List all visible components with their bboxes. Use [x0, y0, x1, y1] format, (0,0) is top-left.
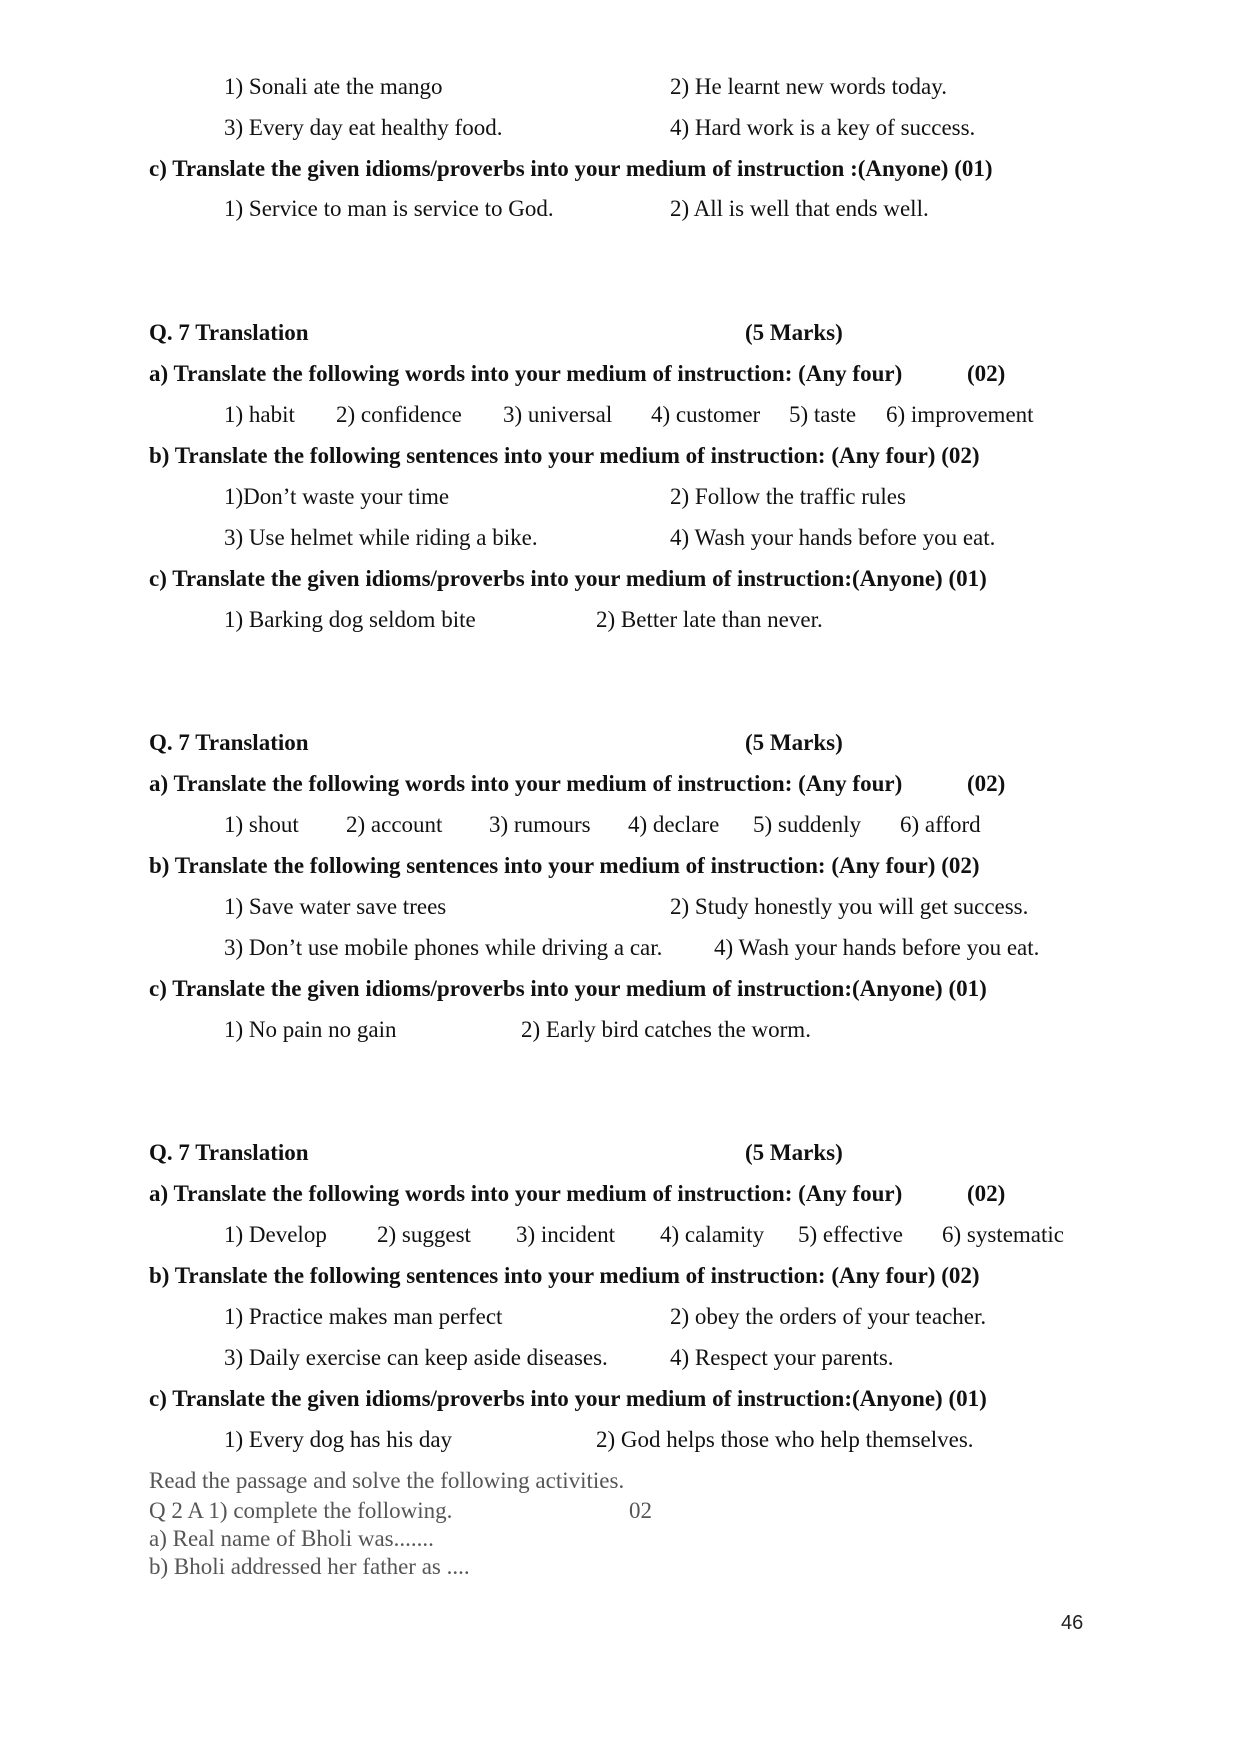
section-2-a-marks: (02) [967, 771, 1006, 796]
section-1-sentence-2: 2) Follow the traffic rules [670, 484, 906, 509]
section-3-word-3: 3) incident [516, 1222, 615, 1247]
top-item-2: 2) He learnt new words today. [670, 74, 947, 99]
section-2-word-6: 6) afford [900, 812, 981, 837]
section-2-word-4: 4) declare [628, 812, 720, 837]
section-2-sentence-2: 2) Study honestly you will get success. [670, 894, 1029, 919]
section-2-b-heading: b) Translate the following sentences into your medium of instruction: (Any four) (02) [149, 853, 980, 878]
section-1-c-heading: c) Translate the given idioms/proverbs into your medium of instruction:(Anyone) (01) [149, 566, 987, 591]
section-2-sentence-4: 4) Wash your hands before you eat. [714, 935, 1040, 960]
section-1-word-4: 4) customer [651, 402, 761, 427]
section-2-sentence-1: 1) Save water save trees [224, 894, 447, 919]
section-2-marks: (5 Marks) [745, 730, 843, 755]
section-2-word-5: 5) suddenly [753, 812, 861, 837]
top-item-3: 3) Every day eat healthy food. [224, 115, 503, 140]
section-2-sentence-3: 3) Don’t use mobile phones while driving a car. [224, 935, 663, 960]
page-number: 46 [1061, 1612, 1084, 1634]
section-1-a-marks: (02) [967, 361, 1006, 386]
passage-question: Q 2 A 1) complete the following. [149, 1498, 453, 1523]
section-3-word-6: 6) systematic [942, 1222, 1064, 1247]
section-3-marks: (5 Marks) [745, 1140, 843, 1165]
section-2-idiom-1: 1) No pain no gain [224, 1017, 397, 1042]
section-2-a-heading: a) Translate the following words into your medium of instruction: (Any four) [149, 771, 903, 796]
section-3-word-1: 1) Develop [224, 1222, 327, 1247]
section-3-a-heading: a) Translate the following words into your medium of instruction: (Any four) [149, 1181, 903, 1206]
section-3-idiom-2: 2) God helps those who help themselves. [596, 1427, 974, 1452]
section-1-word-2: 2) confidence [336, 402, 462, 427]
top-idiom-2: 2) All is well that ends well. [670, 196, 929, 221]
top-c-heading: c) Translate the given idioms/proverbs into your medium of instruction :(Anyone) (01) [149, 156, 993, 181]
passage-marks: 02 [629, 1498, 652, 1523]
section-3-a-marks: (02) [967, 1181, 1006, 1206]
section-3-word-4: 4) calamity [660, 1222, 765, 1247]
section-1-a-heading: a) Translate the following words into your medium of instruction: (Any four) [149, 361, 903, 386]
section-3-sentence-2: 2) obey the orders of your teacher. [670, 1304, 987, 1329]
section-1-title: Q. 7 Translation [149, 320, 309, 345]
section-3-sentence-1: 1) Practice makes man perfect [224, 1304, 503, 1329]
section-1-word-5: 5) taste [789, 402, 857, 427]
section-1-idiom-1: 1) Barking dog seldom bite [224, 607, 476, 632]
section-2-word-2: 2) account [346, 812, 443, 837]
top-item-4: 4) Hard work is a key of success. [670, 115, 976, 140]
section-3-word-2: 2) suggest [377, 1222, 471, 1247]
section-3-b-heading: b) Translate the following sentences into your medium of instruction: (Any four) (02) [149, 1263, 980, 1288]
section-3-word-5: 5) effective [798, 1222, 903, 1247]
section-3-c-heading: c) Translate the given idioms/proverbs into your medium of instruction:(Anyone) (01) [149, 1386, 987, 1411]
passage-item-a: a) Real name of Bholi was....... [149, 1526, 434, 1551]
passage-item-b: b) Bholi addressed her father as .... [149, 1554, 470, 1579]
section-1-idiom-2: 2) Better late than never. [596, 607, 823, 632]
section-3-title: Q. 7 Translation [149, 1140, 309, 1165]
section-1-sentence-4: 4) Wash your hands before you eat. [670, 525, 996, 550]
passage-intro: Read the passage and solve the following activities. [149, 1468, 625, 1493]
section-3-idiom-1: 1) Every dog has his day [224, 1427, 453, 1452]
section-2-c-heading: c) Translate the given idioms/proverbs into your medium of instruction:(Anyone) (01) [149, 976, 987, 1001]
section-1-b-heading: b) Translate the following sentences into your medium of instruction: (Any four) (02) [149, 443, 980, 468]
section-1-word-6: 6) improvement [886, 402, 1034, 427]
section-2-idiom-2: 2) Early bird catches the worm. [521, 1017, 811, 1042]
section-1-marks: (5 Marks) [745, 320, 843, 345]
section-1-word-3: 3) universal [503, 402, 613, 427]
section-3-sentence-4: 4) Respect your parents. [670, 1345, 894, 1370]
section-1-word-1: 1) habit [224, 402, 295, 427]
section-2-word-1: 1) shout [224, 812, 299, 837]
section-2-word-3: 3) rumours [489, 812, 591, 837]
top-idiom-1: 1) Service to man is service to God. [224, 196, 554, 221]
section-1-sentence-1: 1)Don’t waste your time [224, 484, 450, 509]
section-3-sentence-3: 3) Daily exercise can keep aside diseases. [224, 1345, 608, 1370]
section-1-sentence-3: 3) Use helmet while riding a bike. [224, 525, 538, 550]
top-item-1: 1) Sonali ate the mango [224, 74, 443, 99]
section-2-title: Q. 7 Translation [149, 730, 309, 755]
